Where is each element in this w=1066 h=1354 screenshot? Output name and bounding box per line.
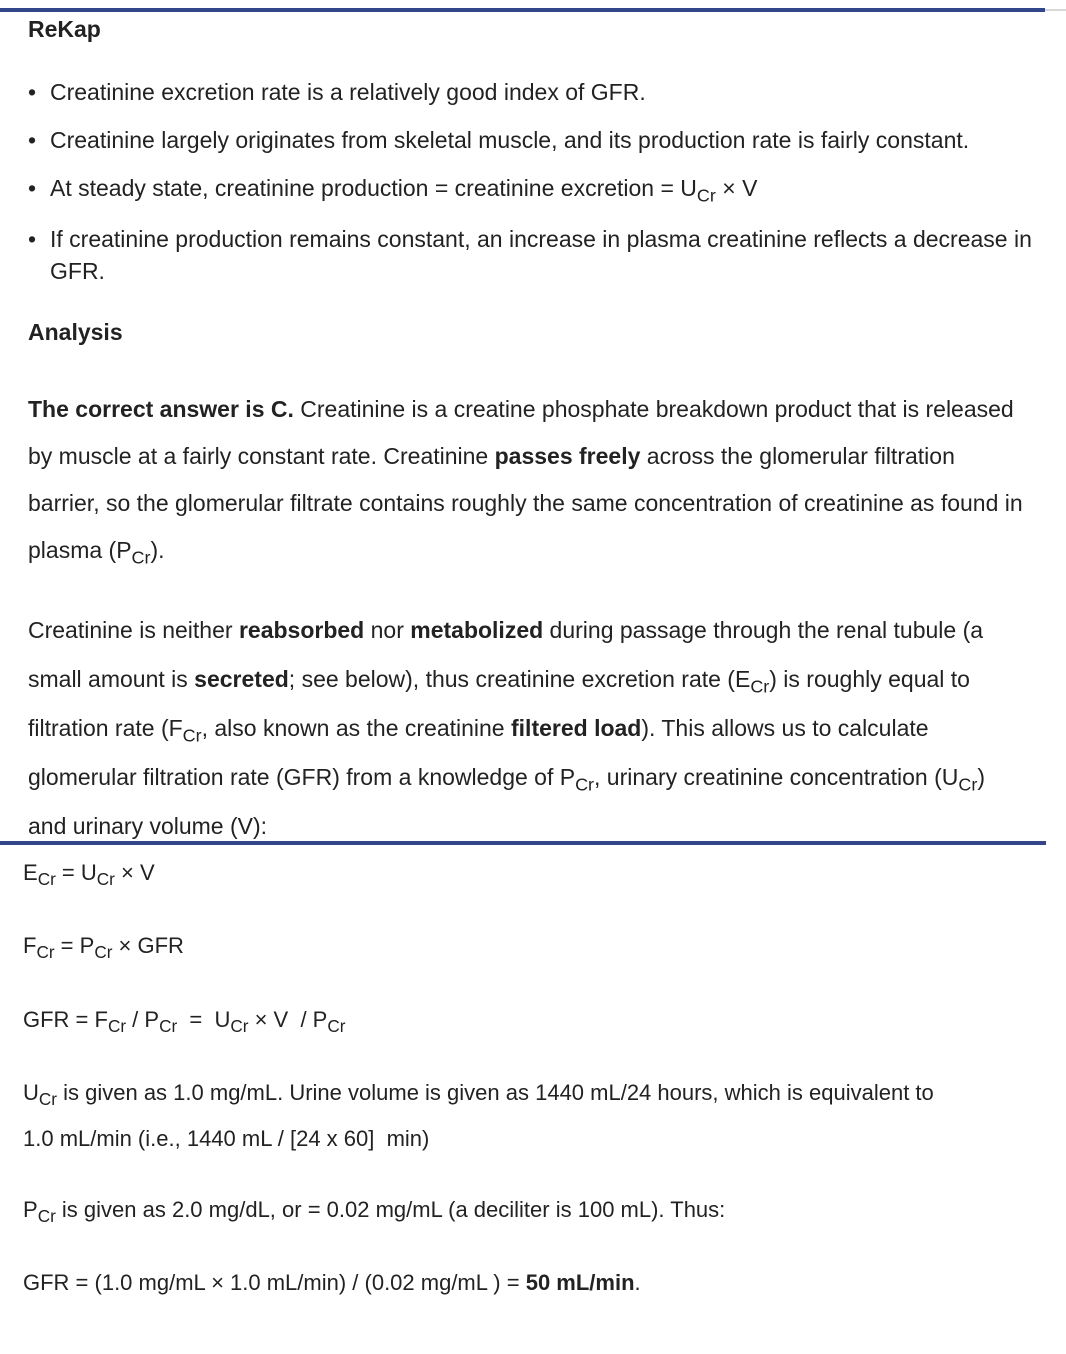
rekap-item: • Creatinine largely originates from skeletal muscle, and its production rate is fairly constant. <box>28 124 1038 156</box>
analysis-paragraph-2: Creatinine is neither reabsorbed nor metabolized during passage through the renal tubule (a small amount is secreted; see below), thus creatinine excretion rate $(E_{Cr})$ is roughly equal to filtration rate ($F_{Cr}$, also known as the creatinine filtered load). This allows us to calculate glomerular filtration rate (GFR) from a knowledge of $P_{Cr}$, urinary creatinine concentration $(U_{Cr})$ and urinary volume (V): <box>28 617 985 839</box>
analysis-paragraph-1: The correct answer is C. Creatinine is a creatine phosphate breakdown product that is released by muscle at a fairly constant rate. Creatinine passes freely across the glomerular filtration barrier, so the glomerular filtrate contains roughly the same concentration of creatinine as found in plasma $(P_{Cr})$. <box>28 396 1023 568</box>
bullet-dot: • <box>28 175 37 201</box>
rekap-item: • At steady state, creatinine production = creatinine excretion = $U_{Cr} \times V$ <box>28 172 1038 204</box>
rekap-heading: ReKap <box>28 16 101 42</box>
ucr-statement: $U_{Cr}$ is given as 1.0 mg/mL. Urine volume is given as 1440 mL/24 hours, which is equivalent to <box>23 1080 934 1110</box>
urine-flow-statement: 1.0 mL/min (i.e., 1440 mL / [24 x 60] min) <box>23 1126 430 1151</box>
gfr-result: GFR = (1.0 mg/mL × 1.0 mL/min) / (0.02 mg/mL ) = 50 mL/min. <box>23 1270 641 1295</box>
pcr-statement: $P_{Cr}$ is given as 2.0 mg/dL, or = 0.02 mg/mL (a deciliter is 100 mL). Thus: <box>23 1197 726 1227</box>
analysis-heading: Analysis <box>28 319 123 345</box>
section-divider <box>0 841 1046 845</box>
equation-gfr: GFR = $F_{Cr} / P_{Cr} = U_{Cr} \times V / P_{Cr}$ <box>23 1007 346 1037</box>
bullet-dot: • <box>28 127 37 153</box>
rekap-item: • If creatinine production remains constant, an increase in plasma creatinine reflects a decrease in GFR. <box>28 223 1038 287</box>
equation-filtration: $F_{Cr} = P_{Cr}$ × GFR <box>23 933 184 963</box>
top-divider <box>0 8 1045 12</box>
equation-excretion: $E_{Cr} = U_{Cr} \times V$ <box>23 860 155 890</box>
bullet-dot: • <box>28 226 37 252</box>
gfr-answer: 50 mL/min <box>525 1270 635 1295</box>
rekap-item: • Creatinine excretion rate is a relatively good index of GFR. <box>28 76 1038 108</box>
bullet-dot: • <box>28 79 37 105</box>
